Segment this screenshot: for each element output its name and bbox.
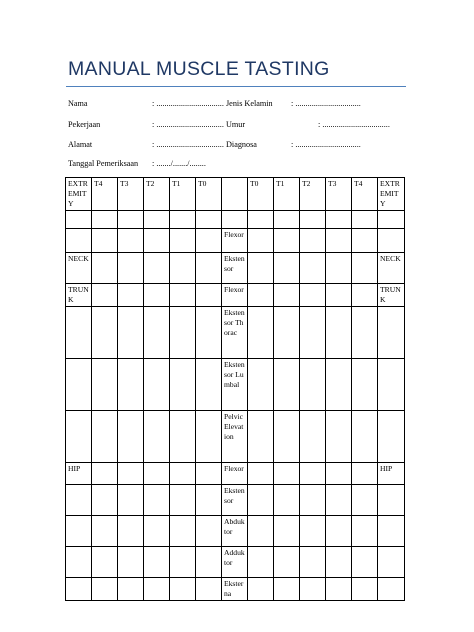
grade-cell bbox=[144, 516, 170, 547]
grade-cell bbox=[352, 211, 378, 229]
right-extremity-cell: TRUNK bbox=[378, 284, 405, 307]
left-extremity-cell bbox=[66, 359, 92, 411]
grade-cell bbox=[248, 211, 274, 229]
grade-cell bbox=[144, 359, 170, 411]
grade-cell bbox=[118, 578, 144, 601]
grade-cell bbox=[248, 411, 274, 463]
movement-cell: Flexor bbox=[222, 463, 248, 485]
grade-cell bbox=[118, 485, 144, 516]
diagnosa-label: Diagnosa bbox=[226, 140, 257, 149]
grade-cell bbox=[326, 463, 352, 485]
grade-cell bbox=[170, 307, 196, 359]
grade-cell bbox=[352, 463, 378, 485]
grade-cell bbox=[118, 211, 144, 229]
grade-cell bbox=[118, 516, 144, 547]
movement-cell: Abduktor bbox=[222, 516, 248, 547]
left-extremity-cell bbox=[66, 547, 92, 578]
grade-cell bbox=[196, 284, 222, 307]
grade-cell bbox=[300, 485, 326, 516]
grade-cell bbox=[92, 211, 118, 229]
grade-cell bbox=[144, 307, 170, 359]
grade-cell bbox=[170, 211, 196, 229]
movement-cell bbox=[222, 211, 248, 229]
table-row bbox=[66, 485, 405, 516]
table-row bbox=[66, 253, 405, 284]
grade-cell bbox=[274, 516, 300, 547]
grade-cell bbox=[170, 547, 196, 578]
header-cell: EXTREMITY bbox=[378, 178, 405, 211]
right-extremity-cell: HIP bbox=[378, 463, 405, 485]
grade-cell bbox=[248, 516, 274, 547]
muscle-test-table bbox=[65, 177, 405, 601]
grade-cell bbox=[144, 463, 170, 485]
tanggal-label: Tanggal Pemeriksaan bbox=[68, 159, 139, 168]
grade-cell bbox=[326, 578, 352, 601]
grade-cell bbox=[92, 253, 118, 284]
grade-cell bbox=[170, 411, 196, 463]
grade-cell bbox=[248, 463, 274, 485]
grade-cell bbox=[92, 547, 118, 578]
grade-cell bbox=[170, 359, 196, 411]
grade-cell bbox=[274, 411, 300, 463]
movement-cell: Ekstensor bbox=[222, 485, 248, 516]
grade-cell bbox=[196, 516, 222, 547]
title-divider bbox=[66, 86, 406, 87]
grade-cell bbox=[300, 547, 326, 578]
grade-cell bbox=[144, 229, 170, 253]
left-extremity-cell: HIP bbox=[66, 463, 92, 485]
grade-cell bbox=[352, 229, 378, 253]
grade-cell bbox=[248, 578, 274, 601]
grade-cell bbox=[196, 578, 222, 601]
grade-cell bbox=[300, 411, 326, 463]
grade-cell bbox=[352, 411, 378, 463]
movement-cell: Eksterna bbox=[222, 578, 248, 601]
grade-cell bbox=[118, 547, 144, 578]
movement-cell: Flexor bbox=[222, 229, 248, 253]
header-cell: T3 bbox=[118, 178, 144, 211]
jenis-kelamin-value: : ................................ bbox=[291, 99, 361, 108]
tanggal-value: : ......./......./........ bbox=[152, 159, 206, 168]
grade-cell bbox=[170, 229, 196, 253]
movement-cell: Ekstensor Thorac bbox=[222, 307, 248, 359]
grade-cell bbox=[92, 411, 118, 463]
header-cell: T2 bbox=[300, 178, 326, 211]
grade-cell bbox=[92, 229, 118, 253]
grade-cell bbox=[300, 211, 326, 229]
alamat-label: Alamat bbox=[68, 140, 93, 149]
grade-cell bbox=[274, 359, 300, 411]
nama-label: Nama bbox=[68, 99, 88, 108]
right-extremity-cell bbox=[378, 211, 405, 229]
grade-cell bbox=[326, 411, 352, 463]
right-extremity-cell bbox=[378, 359, 405, 411]
table-row bbox=[66, 578, 405, 601]
header-cell: T1 bbox=[274, 178, 300, 211]
left-extremity-cell bbox=[66, 485, 92, 516]
grade-cell bbox=[248, 253, 274, 284]
grade-cell bbox=[144, 211, 170, 229]
grade-cell bbox=[352, 359, 378, 411]
grade-cell bbox=[144, 411, 170, 463]
header-cell: T4 bbox=[92, 178, 118, 211]
grade-cell bbox=[144, 578, 170, 601]
grade-cell bbox=[196, 547, 222, 578]
grade-cell bbox=[196, 463, 222, 485]
table-row bbox=[66, 516, 405, 547]
grade-cell bbox=[274, 578, 300, 601]
grade-cell bbox=[196, 229, 222, 253]
nama-value: : ................................. bbox=[152, 99, 224, 108]
grade-cell bbox=[326, 485, 352, 516]
grade-cell bbox=[170, 578, 196, 601]
grade-cell bbox=[170, 463, 196, 485]
movement-cell: Ekstensor bbox=[222, 253, 248, 284]
right-extremity-cell bbox=[378, 516, 405, 547]
grade-cell bbox=[300, 359, 326, 411]
left-extremity-cell bbox=[66, 411, 92, 463]
pekerjaan-value: : ................................. bbox=[152, 120, 224, 129]
grade-cell bbox=[326, 284, 352, 307]
grade-cell bbox=[300, 463, 326, 485]
header-cell: T2 bbox=[144, 178, 170, 211]
grade-cell bbox=[274, 463, 300, 485]
grade-cell bbox=[326, 516, 352, 547]
grade-cell bbox=[352, 284, 378, 307]
grade-cell bbox=[300, 307, 326, 359]
grade-cell bbox=[118, 229, 144, 253]
left-extremity-cell: TRUNK bbox=[66, 284, 92, 307]
grade-cell bbox=[170, 485, 196, 516]
left-extremity-cell bbox=[66, 307, 92, 359]
table-row bbox=[66, 547, 405, 578]
grade-cell bbox=[170, 516, 196, 547]
grade-cell bbox=[352, 253, 378, 284]
grade-cell bbox=[326, 547, 352, 578]
left-extremity-cell bbox=[66, 578, 92, 601]
grade-cell bbox=[326, 211, 352, 229]
movement-cell: Ekstensor Lumbal bbox=[222, 359, 248, 411]
grade-cell bbox=[352, 516, 378, 547]
table-row bbox=[66, 229, 405, 253]
grade-cell bbox=[274, 229, 300, 253]
grade-cell bbox=[170, 253, 196, 284]
grade-cell bbox=[118, 411, 144, 463]
grade-cell bbox=[196, 485, 222, 516]
grade-cell bbox=[196, 359, 222, 411]
grade-cell bbox=[92, 485, 118, 516]
document-title: MANUAL MUSCLE TASTING bbox=[68, 58, 330, 80]
left-extremity-cell bbox=[66, 229, 92, 253]
grade-cell bbox=[300, 516, 326, 547]
header-cell: T1 bbox=[170, 178, 196, 211]
right-extremity-cell: NECK bbox=[378, 253, 405, 284]
movement-cell: Adduktor bbox=[222, 547, 248, 578]
grade-cell bbox=[248, 359, 274, 411]
grade-cell bbox=[274, 284, 300, 307]
jenis-kelamin-label: Jenis Kelamin bbox=[226, 99, 273, 108]
grade-cell bbox=[326, 229, 352, 253]
grade-cell bbox=[170, 284, 196, 307]
table-row bbox=[66, 307, 405, 359]
movement-cell: Pelvic Elevation bbox=[222, 411, 248, 463]
grade-cell bbox=[92, 516, 118, 547]
grade-cell bbox=[196, 253, 222, 284]
grade-cell bbox=[118, 253, 144, 284]
grade-cell bbox=[274, 211, 300, 229]
grade-cell bbox=[300, 284, 326, 307]
grade-cell bbox=[118, 284, 144, 307]
grade-cell bbox=[274, 547, 300, 578]
umur-label: Umur bbox=[226, 120, 246, 129]
grade-cell bbox=[196, 211, 222, 229]
header-cell: EXTREMITY bbox=[66, 178, 92, 211]
header-cell: T3 bbox=[326, 178, 352, 211]
right-extremity-cell bbox=[378, 547, 405, 578]
grade-cell bbox=[118, 307, 144, 359]
table-row bbox=[66, 211, 405, 229]
grade-cell bbox=[196, 307, 222, 359]
grade-cell bbox=[118, 359, 144, 411]
header-cell: T0 bbox=[196, 178, 222, 211]
grade-cell bbox=[92, 307, 118, 359]
table-row bbox=[66, 463, 405, 485]
grade-cell bbox=[248, 547, 274, 578]
grade-cell bbox=[92, 359, 118, 411]
grade-cell bbox=[92, 578, 118, 601]
grade-cell bbox=[248, 284, 274, 307]
grade-cell bbox=[196, 411, 222, 463]
grade-cell bbox=[92, 463, 118, 485]
table-row bbox=[66, 284, 405, 307]
grade-cell bbox=[274, 485, 300, 516]
grade-cell bbox=[326, 253, 352, 284]
grade-cell bbox=[326, 359, 352, 411]
header-cell: T4 bbox=[352, 178, 378, 211]
grade-cell bbox=[248, 229, 274, 253]
left-extremity-cell: NECK bbox=[66, 253, 92, 284]
right-extremity-cell bbox=[378, 411, 405, 463]
pekerjaan-label: Pekerjaan bbox=[68, 120, 101, 129]
grade-cell bbox=[248, 307, 274, 359]
grade-cell bbox=[274, 253, 300, 284]
alamat-value: : ................................. bbox=[152, 140, 224, 149]
grade-cell bbox=[352, 307, 378, 359]
grade-cell bbox=[248, 485, 274, 516]
right-extremity-cell bbox=[378, 307, 405, 359]
movement-cell: Flexor bbox=[222, 284, 248, 307]
grade-cell bbox=[144, 253, 170, 284]
umur-value: : ................................. bbox=[318, 120, 390, 129]
grade-cell bbox=[352, 578, 378, 601]
grade-cell bbox=[352, 547, 378, 578]
header-cell: T0 bbox=[248, 178, 274, 211]
table-header-row bbox=[66, 178, 405, 211]
diagnosa-value: : ................................ bbox=[291, 140, 361, 149]
grade-cell bbox=[300, 253, 326, 284]
grade-cell bbox=[144, 284, 170, 307]
grade-cell bbox=[274, 307, 300, 359]
table-row bbox=[66, 359, 405, 411]
grade-cell bbox=[326, 307, 352, 359]
grade-cell bbox=[300, 229, 326, 253]
grade-cell bbox=[144, 547, 170, 578]
right-extremity-cell bbox=[378, 485, 405, 516]
left-extremity-cell bbox=[66, 211, 92, 229]
grade-cell bbox=[118, 463, 144, 485]
grade-cell bbox=[92, 284, 118, 307]
header-cell bbox=[222, 178, 248, 211]
right-extremity-cell bbox=[378, 229, 405, 253]
right-extremity-cell bbox=[378, 578, 405, 601]
table-row bbox=[66, 411, 405, 463]
grade-cell bbox=[300, 578, 326, 601]
grade-cell bbox=[144, 485, 170, 516]
grade-cell bbox=[352, 485, 378, 516]
left-extremity-cell bbox=[66, 516, 92, 547]
